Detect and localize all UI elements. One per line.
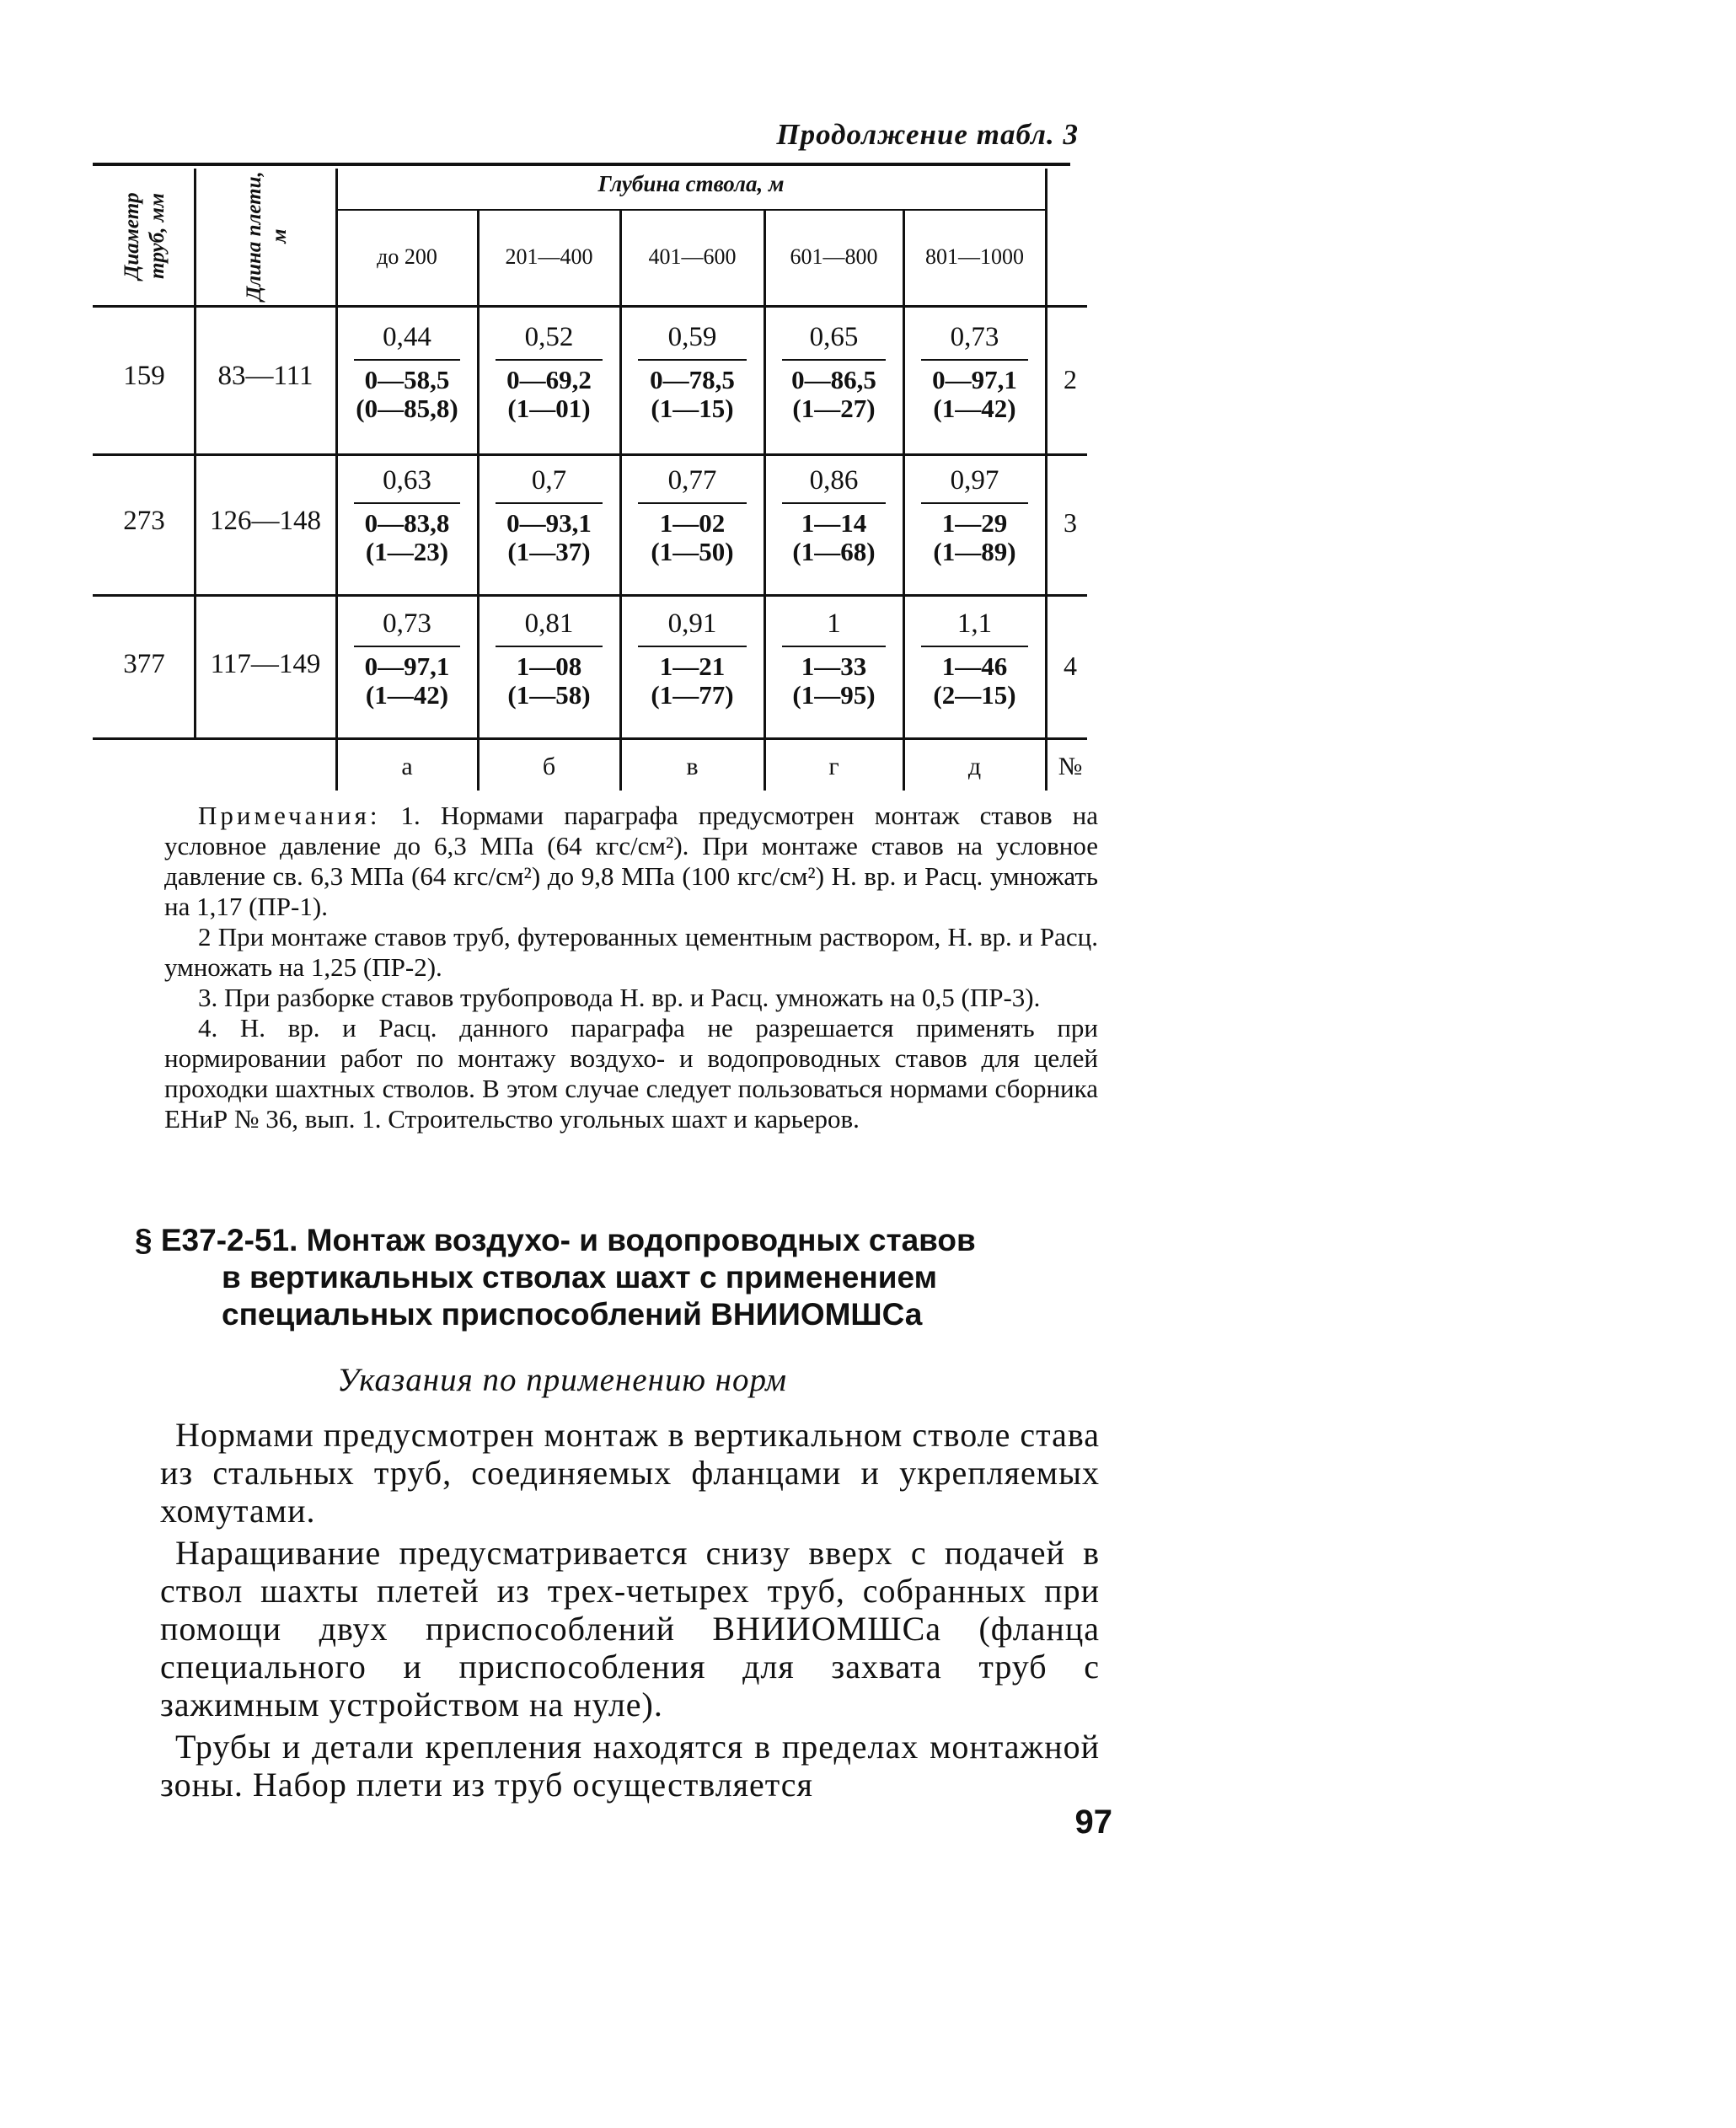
column-header-3: 401—600 bbox=[648, 244, 737, 269]
cell-price-alt: (1—77) bbox=[651, 680, 734, 710]
cell-value: 0,91 bbox=[667, 608, 717, 639]
cell-price: 0—97,1 bbox=[364, 651, 450, 681]
cell-value: 0,77 bbox=[667, 465, 717, 496]
footer-letter-d: д bbox=[967, 753, 982, 780]
cell-value: 1 bbox=[827, 608, 841, 639]
row-rule-3 bbox=[93, 737, 1087, 740]
row3-diameter: 377 bbox=[123, 649, 165, 679]
note-3: 3. При разборке ставов трубопровода Н. вр. и Расц. умножать на 0,5 (ПР-3). bbox=[198, 983, 1041, 1012]
header-length-cell bbox=[196, 169, 335, 305]
cell-price-alt: (1—01) bbox=[507, 394, 591, 423]
row2-cell-e bbox=[904, 462, 1045, 566]
column-header-1: до 200 bbox=[377, 244, 437, 269]
cell-value: 0,7 bbox=[531, 465, 567, 496]
cell-value: 0,44 bbox=[383, 322, 431, 352]
cell-value: 0,63 bbox=[383, 465, 431, 496]
cell-price: 1—29 bbox=[941, 508, 1008, 538]
header-diameter-cell bbox=[94, 169, 194, 305]
fraction-line bbox=[638, 646, 747, 647]
cell-price: 0—69,2 bbox=[506, 365, 592, 394]
cell-value: 0,52 bbox=[524, 322, 574, 352]
cell-value: 0,86 bbox=[809, 465, 859, 496]
footer-letter-b: б bbox=[542, 753, 556, 780]
row2-cell-d bbox=[765, 462, 903, 566]
cell-price: 1—02 bbox=[659, 508, 726, 538]
cell-price-alt: (1—89) bbox=[933, 537, 1016, 566]
row1-diameter: 159 bbox=[123, 361, 165, 391]
fraction-line bbox=[638, 502, 747, 504]
row3-cell-a bbox=[337, 605, 477, 710]
cell-value: 0,65 bbox=[809, 322, 859, 352]
fraction-line bbox=[921, 502, 1028, 504]
row1-length: 83—111 bbox=[217, 361, 313, 391]
cell-price: 0—58,5 bbox=[364, 365, 450, 394]
fraction-line bbox=[496, 646, 603, 647]
cell-value: 1,1 bbox=[956, 608, 993, 639]
cell-price-alt: (1—42) bbox=[933, 394, 1016, 423]
fraction-line bbox=[354, 646, 460, 647]
cell-price: 1—21 bbox=[659, 651, 726, 681]
fraction-line bbox=[782, 502, 886, 504]
norms-table bbox=[0, 0, 1736, 809]
cell-value: 0,97 bbox=[950, 465, 999, 496]
body-paragraph-1: Нормами предусмотрен монтаж в вертикальном стволе става из стальных труб, соединяемых фланцами и укрепляемых хомутами. bbox=[160, 1416, 1100, 1530]
row3-cell-b bbox=[479, 605, 619, 710]
footer-letter-a: а bbox=[401, 753, 413, 780]
column-header-2: 201—400 bbox=[505, 244, 593, 269]
fraction-line bbox=[496, 359, 603, 361]
row1-number: 2 bbox=[1064, 364, 1077, 394]
row1-cell-c bbox=[621, 319, 764, 423]
cell-value: 0,73 bbox=[383, 608, 431, 639]
cell-price: 0—93,1 bbox=[506, 508, 592, 538]
row2-cell-a bbox=[337, 462, 477, 566]
column-header-4: 601—800 bbox=[790, 244, 878, 269]
header-diameter: Диаметр труб, мм bbox=[121, 192, 169, 280]
row1-cell-d bbox=[765, 319, 903, 423]
row2-diameter: 273 bbox=[123, 506, 165, 536]
col-rule-7 bbox=[1045, 169, 1047, 791]
cell-price: 1—14 bbox=[801, 508, 867, 538]
note-1-text: 1. Нормами параграфа предусмотрен монтаж ставов на условное давление до 6,3 МПа (64 кгс/см²). При монтаже ставов на условное давление св. 6,3 МПа (64 кгс/см²) до 9,8 МПа (100 кгс/см²) Н. вр. и Расц. умножать на 1,17 (ПР-1). bbox=[164, 801, 1098, 921]
notes-block bbox=[164, 801, 1098, 1134]
cell-price-alt: (1—15) bbox=[651, 394, 734, 423]
body-paragraph-2: Наращивание предусматривается снизу вверх с подачей в ствол шахты плетей из трех-четырех труб, собранных при помощи двух приспособлений ВНИИОМШСа (фланца специального и приспособления для захвата труб с зажимным устройством на нуле). bbox=[160, 1534, 1100, 1723]
section-heading bbox=[135, 1222, 1096, 1333]
cell-price: 1—33 bbox=[801, 651, 867, 681]
cell-price-alt: (1—95) bbox=[792, 680, 876, 710]
cell-price-alt: (1—68) bbox=[792, 537, 876, 566]
cell-price-alt: (1—42) bbox=[365, 680, 449, 710]
fraction-line bbox=[921, 359, 1028, 361]
page-number: 97 bbox=[1074, 1804, 1112, 1841]
cell-value: 0,73 bbox=[950, 322, 999, 352]
cell-value: 0,81 bbox=[524, 608, 574, 639]
footer-letter-v: в bbox=[686, 753, 699, 780]
cell-price-alt: (0—85,8) bbox=[356, 394, 458, 423]
section-heading-line-3: специальных приспособлений ВНИИОМШСа bbox=[222, 1297, 923, 1332]
row1-cell-e bbox=[904, 319, 1045, 423]
body-text bbox=[160, 1416, 1100, 1808]
instructions-subtitle: Указания по применению норм bbox=[337, 1362, 787, 1398]
cell-price-alt: (1—58) bbox=[507, 680, 591, 710]
fraction-line bbox=[921, 646, 1028, 647]
cell-price-alt: (2—15) bbox=[933, 680, 1016, 710]
cell-price: 1—46 bbox=[941, 651, 1008, 681]
table-continuation-label: Продолжение табл. 3 bbox=[776, 118, 1079, 151]
fraction-line bbox=[496, 502, 603, 504]
cell-price-alt: (1—23) bbox=[365, 537, 449, 566]
cell-price-alt: (1—50) bbox=[651, 537, 734, 566]
fraction-line bbox=[354, 502, 460, 504]
fraction-line bbox=[782, 359, 886, 361]
cell-value: 0,59 bbox=[667, 322, 717, 352]
cell-price: 0—83,8 bbox=[364, 508, 450, 538]
row-rule-1 bbox=[93, 453, 1087, 456]
row-rule-2 bbox=[93, 594, 1087, 597]
header-bottom-rule bbox=[93, 305, 1087, 308]
cell-price: 0—86,5 bbox=[791, 365, 876, 394]
section-heading-line-2: в вертикальных стволах шахт с применением bbox=[222, 1260, 937, 1294]
footer-number-sign: № bbox=[1058, 753, 1083, 780]
row2-length: 126—148 bbox=[210, 506, 321, 536]
fraction-line bbox=[782, 646, 886, 647]
depth-title-rule bbox=[337, 209, 1045, 211]
fraction-line bbox=[638, 359, 747, 361]
row2-number: 3 bbox=[1064, 507, 1077, 538]
note-4: 4. Н. вр. и Расц. данного параграфа не разрешается применять при нормировании работ по монтажу воздухо- и водопроводных ставов для целей проходки шахтных стволов. В этом случае следует пользоваться нормами сборника ЕНиР № 36, вып. 1. Строительство угольных шахт и карьеров. bbox=[164, 1013, 1098, 1134]
row2-cell-b bbox=[479, 462, 619, 566]
cell-price: 1—08 bbox=[516, 651, 582, 681]
row3-cell-d bbox=[765, 605, 903, 710]
row1-cell-a bbox=[337, 319, 477, 423]
cell-price-alt: (1—37) bbox=[507, 537, 591, 566]
footer-letter-g: г bbox=[828, 753, 839, 780]
table-top-rule bbox=[93, 163, 1070, 166]
row2-cell-c bbox=[621, 462, 764, 566]
cell-price: 0—97,1 bbox=[932, 365, 1017, 394]
row1-cell-b bbox=[479, 319, 619, 423]
row3-cell-e bbox=[904, 605, 1045, 710]
body-paragraph-3: Трубы и детали крепления находятся в пределах монтажной зоны. Набор плети из труб осуществляется bbox=[160, 1728, 1100, 1804]
row3-length: 117—149 bbox=[210, 649, 321, 679]
note-2: 2 При монтаже ставов труб, футерованных цементным раствором, Н. вр. и Расц. умножать на 1,25 (ПР-2). bbox=[164, 922, 1098, 982]
row3-cell-c bbox=[621, 605, 764, 710]
row3-number: 4 bbox=[1064, 651, 1077, 681]
section-heading-line-1: § Е37-2-51. Монтаж воздухо- и водопроводных ставов bbox=[135, 1223, 976, 1257]
note-1 bbox=[164, 801, 1098, 922]
header-length: Длина плети, м bbox=[243, 171, 291, 301]
cell-price-alt: (1—27) bbox=[792, 394, 876, 423]
notes-label: Примечания: bbox=[198, 801, 381, 830]
cell-price: 0—78,5 bbox=[650, 365, 735, 394]
column-header-5: 801—1000 bbox=[925, 244, 1024, 269]
header-depth-title: Глубина ствола, м bbox=[597, 171, 785, 196]
fraction-line bbox=[354, 359, 460, 361]
